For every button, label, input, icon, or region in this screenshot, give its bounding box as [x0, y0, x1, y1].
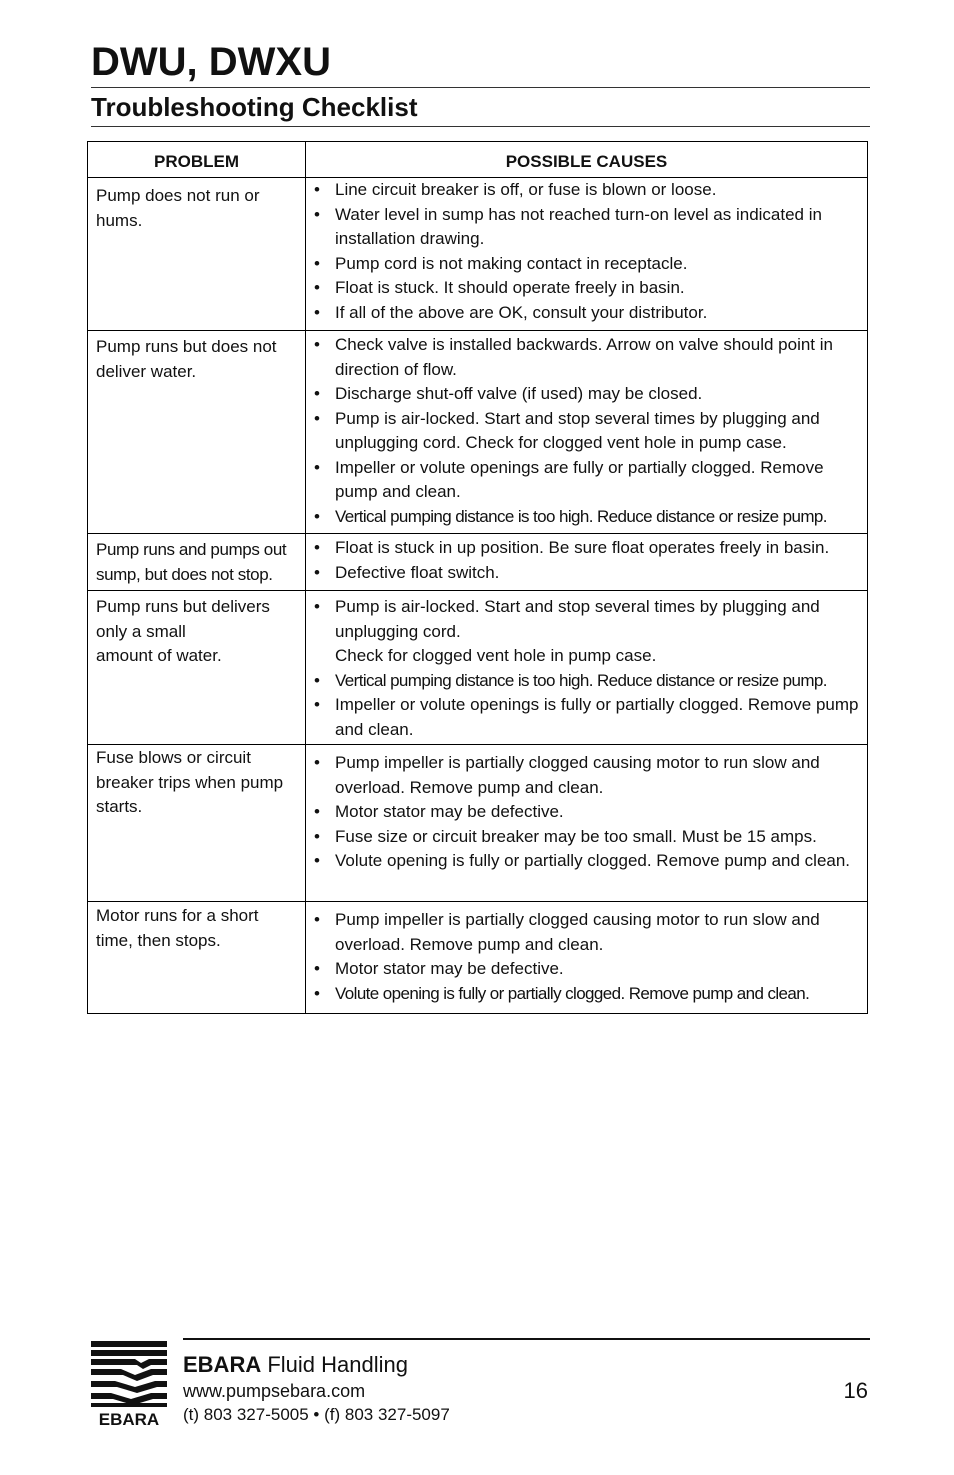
table-row — [88, 331, 868, 534]
cause-text: Pump is air-locked. Start and stop several times by plugging and unplugging cord. — [335, 597, 820, 641]
contact-phone-fax: (t) 803 327-5005 • (f) 803 327-5097 — [183, 1405, 450, 1424]
cause-item: • Impeller or volute openings are fully or partially clogged. Remove pump and clean. — [312, 456, 865, 505]
cause-item: • Motor stator may be defective. — [312, 800, 865, 825]
cause-item: • Impeller or volute openings is fully or partially clogged. Remove pump and clean. — [312, 693, 865, 742]
brand-name — [183, 1351, 408, 1379]
footer-rule — [183, 1338, 870, 1340]
cause-item: • Volute opening is fully or partially clogged. Remove pump and clean. — [312, 982, 865, 1007]
causes-cell — [306, 534, 868, 591]
causes-cell — [306, 902, 868, 1014]
cause-item: • Defective float switch. — [312, 561, 865, 586]
page-number: 16 — [843, 1378, 868, 1403]
cause-item: • Line circuit breaker is off, or fuse is blown or loose. — [312, 178, 865, 203]
problem-cell — [88, 591, 306, 745]
brand-bold: EBARA — [183, 1352, 262, 1377]
cause-item: • If all of the above are OK, consult your distributor. — [312, 301, 865, 326]
causes-list — [312, 536, 865, 585]
cause-item: • Pump impeller is partially clogged causing motor to run slow and overload. Remove pump and clean. — [312, 751, 865, 800]
causes-list — [312, 178, 865, 325]
cause-item: • Motor stator may be defective. — [312, 957, 865, 982]
column-header-causes: POSSIBLE CAUSES — [306, 142, 868, 178]
cause-item: • Check valve is installed backwards. Arrow on valve should point in direction of flow. — [312, 333, 865, 382]
causes-cell — [306, 745, 868, 902]
column-header-problem: PROBLEM — [88, 142, 306, 178]
table-row — [88, 591, 868, 745]
causes-cell — [306, 591, 868, 745]
problem-cell: Fuse blows or circuit breaker trips when pump starts. — [88, 745, 306, 902]
cause-item: • Float is stuck. It should operate freely in basin. — [312, 276, 865, 301]
problem-text: amount of water. — [96, 646, 222, 665]
problem-cell: Pump does not run or hums. — [88, 178, 306, 331]
cause-item: • Vertical pumping distance is too high. Reduce distance or resize pump. — [312, 669, 865, 694]
section-heading: Troubleshooting Checklist — [91, 92, 418, 122]
heading-rule — [91, 126, 870, 127]
cause-item: • Float is stuck in up position. Be sure float operates freely in basin. — [312, 536, 865, 561]
problem-cell: Pump runs but does not deliver water. — [88, 331, 306, 534]
causes-cell — [306, 331, 868, 534]
title-rule — [91, 87, 870, 88]
table-row — [88, 178, 868, 331]
causes-list — [312, 333, 865, 529]
cause-item: • Pump impeller is partially clogged causing motor to run slow and overload. Remove pump and clean. — [312, 908, 865, 957]
cause-item: • Fuse size or circuit breaker may be too small. Must be 15 amps. — [312, 825, 865, 850]
table-row — [88, 745, 868, 902]
problem-text: Pump runs but delivers only a small — [96, 597, 270, 641]
brand-rest: Fluid Handling — [261, 1352, 408, 1377]
table-row — [88, 534, 868, 591]
causes-list — [312, 595, 865, 742]
cause-item: • Pump cord is not making contact in receptacle. — [312, 252, 865, 277]
cause-item: • Pump is air-locked. Start and stop several times by plugging and unplugging cord. Check for clogged vent hole in pump case. — [312, 407, 865, 456]
causes-list — [312, 908, 865, 1006]
table-header-row — [88, 142, 868, 178]
problem-cell: Motor runs for a short time, then stops. — [88, 902, 306, 1014]
cause-item: • Volute opening is fully or partially clogged. Remove pump and clean. — [312, 849, 865, 874]
cause-item: • Discharge shut-off valve (if used) may be closed. — [312, 382, 865, 407]
website-link[interactable]: www.pumpsebara.com — [183, 1381, 366, 1401]
troubleshooting-table — [87, 141, 868, 1014]
cause-item — [312, 595, 865, 669]
document-title: DWU, DWXU — [91, 40, 331, 84]
causes-list — [312, 751, 865, 874]
causes-cell — [306, 178, 868, 331]
ebara-logo-icon — [91, 1341, 167, 1427]
logo-wordmark: EBARA — [98, 1410, 160, 1427]
cause-text: Check for clogged vent hole in pump case. — [335, 646, 657, 665]
table-row — [88, 902, 868, 1014]
cause-item: • Water level in sump has not reached turn-on level as indicated in installation drawing. — [312, 203, 865, 252]
cause-item: • Vertical pumping distance is too high. Reduce distance or resize pump. — [312, 505, 865, 530]
problem-cell: Pump runs and pumps out sump, but does not stop. — [88, 534, 306, 591]
